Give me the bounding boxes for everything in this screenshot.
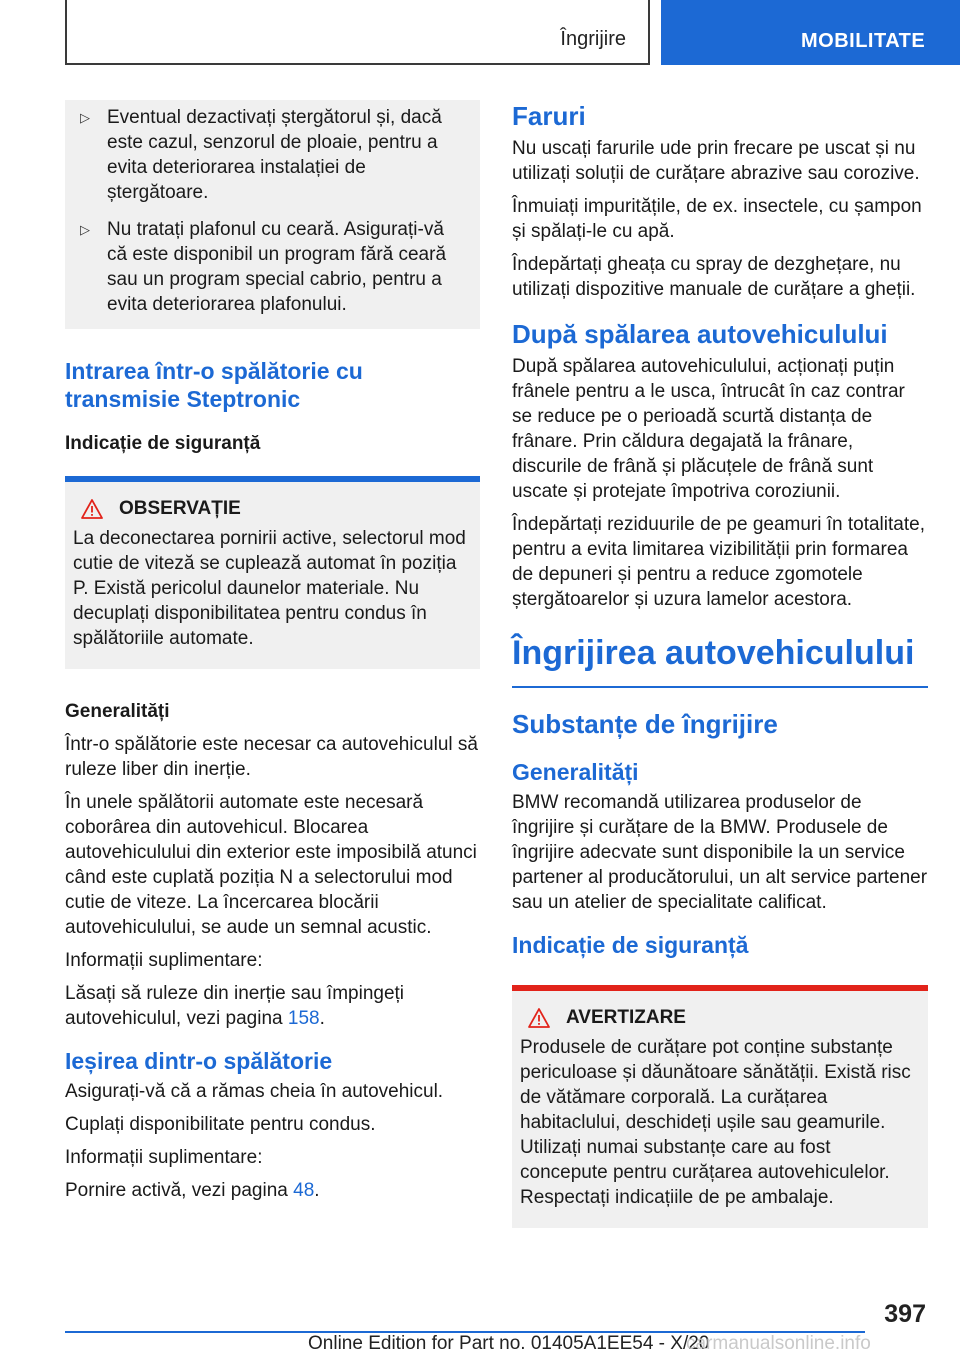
- right-column: [512, 100, 928, 1254]
- triangle-bullet-icon: ▷: [80, 110, 90, 125]
- heading-safety-note: Indicație de siguranță: [512, 932, 749, 958]
- paragraph: Asigurați-vă că a rămas cheia în autovehicul.: [65, 1081, 444, 1102]
- triangle-bullet-icon: ▷: [80, 222, 90, 237]
- warning-triangle-icon: [81, 499, 103, 519]
- heading-carwash-entry: Intrarea într-o spălătorie cu transmisie Steptronic: [65, 358, 363, 412]
- header-section-title: Îngrijire: [560, 28, 626, 50]
- notice-title-text: OBSERVAȚIE: [119, 498, 241, 519]
- heading-safety-note: Indicație de siguranță: [65, 433, 261, 454]
- header-chapter-tab: MOBILITATE: [661, 0, 960, 65]
- paragraph-reference: [65, 981, 480, 1031]
- footer-watermark: carmanualsonline.info: [686, 1333, 871, 1354]
- paragraph: Informații suplimentare:: [65, 950, 263, 971]
- heading-care-products: Substanțe de îngrijire: [512, 709, 778, 739]
- heading-general: Generalități: [65, 701, 170, 722]
- reference-end: .: [314, 1180, 320, 1201]
- paragraph: În unele spălătorii automate este necesară coborârea din autovehicul. Blocarea autovehiculului din exterior este imposibilă atunci când este cuplată poziția N a selectorului mod cutie de viteze. La încercarea blocării autovehiculului, se aude un semnal acustic.: [65, 792, 477, 938]
- paragraph: Îndepărtați reziduurile de pe geamuri în totalitate, pentru a evita limitarea vizibilității prin formarea de depuneri și pentru a reduce zgomotele ștergătoarelor și uzura lamelor acestora.: [512, 514, 925, 610]
- paragraph: BMW recomandă utilizarea produselor de îngrijire și curățare de la BMW. Produsele de îngrijire adecvate sunt disponibile la un service partener al producătorului, un alt service partener sau un atelier de specialitate calificat.: [512, 792, 928, 913]
- page-link-158[interactable]: 158: [287, 1008, 320, 1029]
- page-number: 397: [884, 1300, 926, 1328]
- left-column: [65, 100, 480, 1211]
- paragraph: Îndepărtați gheața cu spray de dezghețare, nu utilizați dispozitive manuale de curățare a gheții.: [512, 254, 916, 300]
- heading-general: Generalități: [512, 759, 639, 785]
- notice-title: [73, 498, 472, 520]
- paragraph: Înmuiați impuritățile, de ex. insectele, cu șampon și spălați-le cu apă.: [512, 196, 922, 242]
- bullet-text: Nu tratați plafonul cu ceară. Asigurați-vă că este disponibil un program fără ceară sau un program special cabrio, pentru a evita deteriorarea plafonului.: [107, 219, 447, 315]
- reference-text: Pornire activă, vezi pagina: [65, 1180, 294, 1201]
- paragraph: Informații suplimentare:: [65, 1147, 263, 1168]
- heading-carwash-exit: Ieșirea dintr-o spălătorie: [65, 1048, 333, 1074]
- reference-text: Lăsați să ruleze din inerție sau împingeți autovehiculul, vezi pagina: [65, 983, 405, 1029]
- paragraph: Nu uscați farurile ude prin frecare pe uscat și nu utilizați soluții de curățare abrazive sau corozive.: [512, 138, 920, 184]
- bullet-text: Eventual dezactivați ștergătorul și, dacă este cazul, senzorul de ploaie, pentru a evita deteriorarea instalației de ștergătoare.: [107, 107, 442, 203]
- page-link-48[interactable]: 48: [293, 1180, 315, 1201]
- heading-after-wash: După spălarea autovehiculului: [512, 319, 888, 349]
- notice-text: La deconectarea pornirii active, selectorul mod cutie de viteză se cuplează automat în poziția P. Există pericolul daunelor materiale. Nu decuplați disponibilitatea pentru condus în spălătoriile automate.: [73, 528, 466, 649]
- paragraph: Cuplați disponibilitate pentru condus.: [65, 1114, 376, 1135]
- warning-triangle-icon: [528, 1008, 550, 1028]
- bullet-list: [65, 100, 480, 329]
- warning-box: [512, 985, 928, 1228]
- notice-title-text: AVERTIZARE: [566, 1007, 686, 1028]
- notice-text: Produsele de curățare pot conține substanțe periculoase și dăunătoare sănătății. Există risc de vătămare corporală. La curățarea habitaclului, deschideți ușile sau geamurile. Utilizați numai substanțe care au fost concepute pentru curățarea autovehiculelor. Respectați indicațiile de pe ambalaje.: [520, 1037, 911, 1208]
- footer-edition: Online Edition for Part no. 01405A1EE54 - X/20: [308, 1333, 710, 1354]
- list-item: [75, 105, 468, 205]
- heading-vehicle-care: Îngrijirea autovehiculului: [512, 632, 928, 688]
- header-section-box: [65, 0, 650, 65]
- paragraph: Într-o spălătorie este necesar ca autovehiculul să ruleze liber din inerție.: [65, 734, 478, 780]
- reference-end: .: [319, 1008, 325, 1029]
- heading-headlights: Faruri: [512, 101, 586, 131]
- paragraph: După spălarea autovehiculului, acționați puțin frânele pentru a le usca, întrucât în caz contrar se reduce pe o perioadă scurtă distanța de frânare. Prin căldura degajată la frânare, discurile de frână și plăcuțele de frână sunt uscate și protejate împotriva coroziunii.: [512, 356, 905, 502]
- notice-box: [65, 476, 480, 669]
- list-item: [75, 217, 468, 317]
- notice-title: [520, 1007, 920, 1029]
- paragraph-reference: [65, 1178, 480, 1203]
